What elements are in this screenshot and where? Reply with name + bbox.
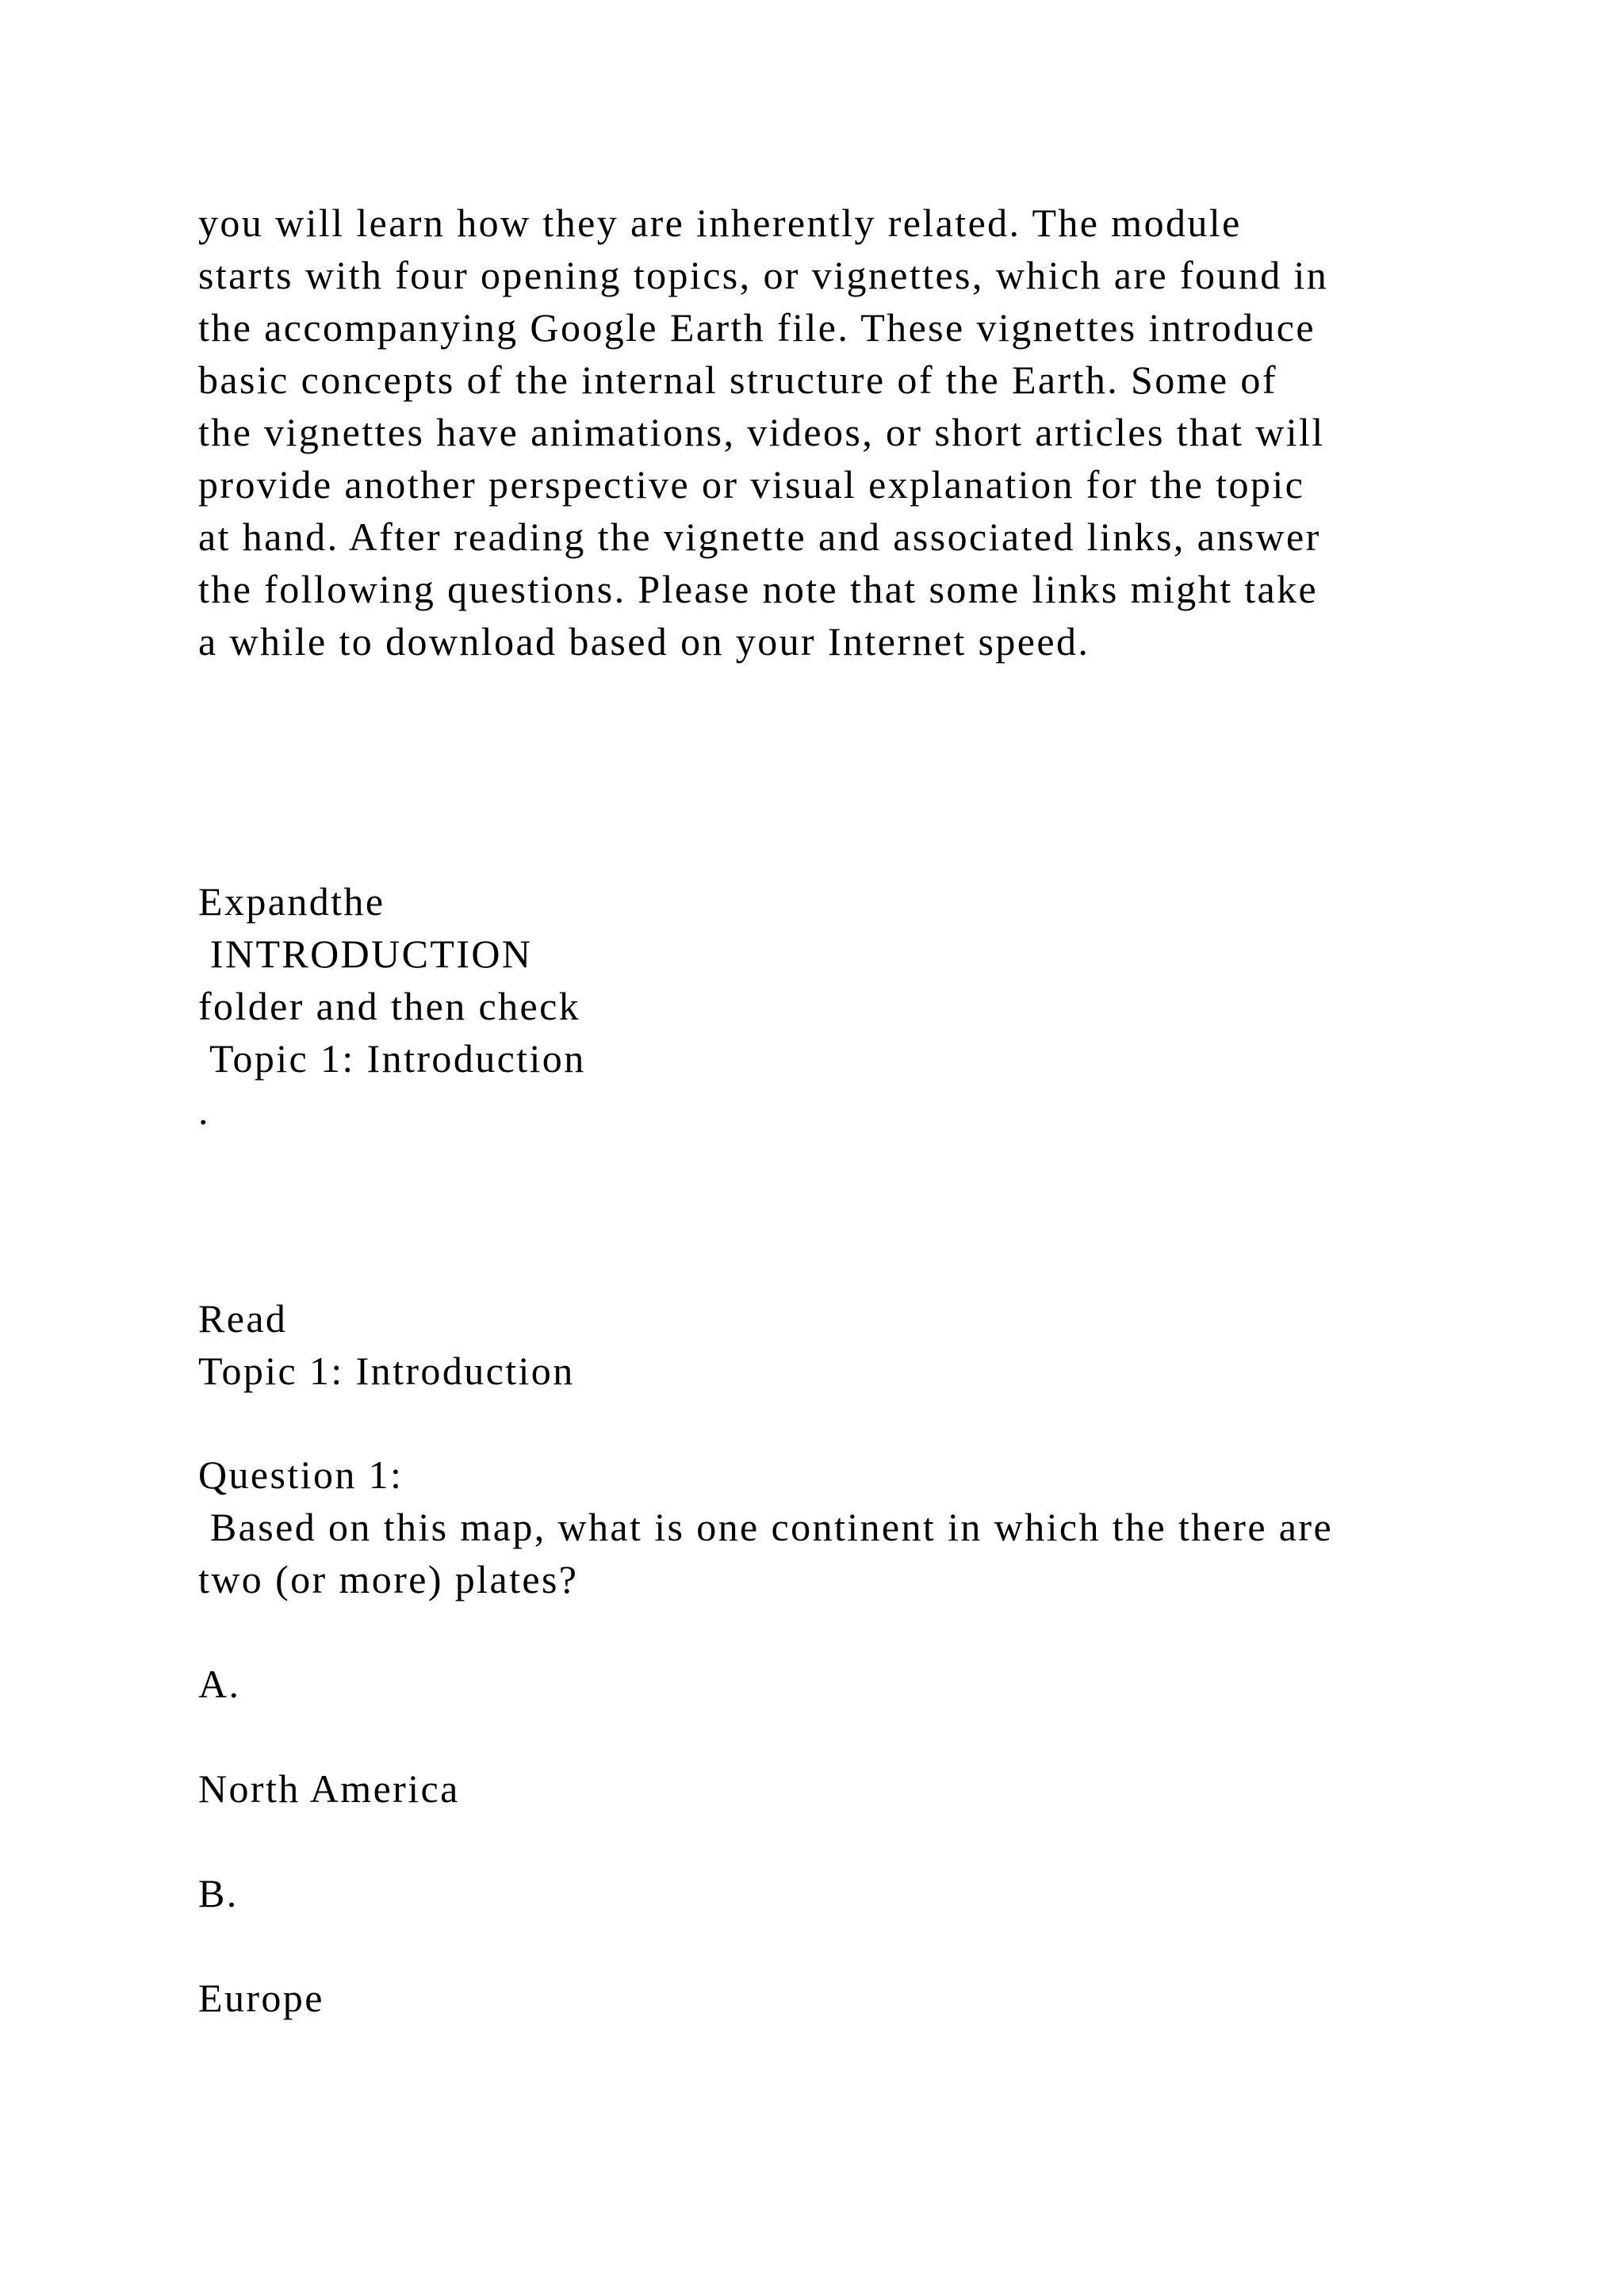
intro-paragraph-line: a while to download based on your Internet speed. bbox=[198, 619, 1090, 664]
instruction-read-line: Read bbox=[198, 1296, 288, 1341]
intro-paragraph-line: you will learn how they are inherently related. The module bbox=[198, 201, 1242, 245]
instruction-expand-line: INTRODUCTION bbox=[198, 932, 533, 976]
option-letter: B. bbox=[198, 1871, 239, 1915]
option-letter: A. bbox=[198, 1662, 241, 1706]
intro-paragraph-line: basic concepts of the internal structure of the Earth. Some of bbox=[198, 358, 1277, 402]
intro-paragraph-line: provide another perspective or visual explanation for the topic bbox=[198, 462, 1305, 507]
instruction-expand-line: Topic 1: Introduction bbox=[198, 1036, 586, 1081]
option-answer: North America bbox=[198, 1766, 460, 1811]
intro-paragraph-line: the accompanying Google Earth file. These vignettes introduce bbox=[198, 305, 1316, 350]
intro-paragraph-line: the following questions. Please note that some links might take bbox=[198, 567, 1319, 611]
instruction-expand-line: . bbox=[198, 1089, 210, 1133]
question-label: Question 1: bbox=[198, 1452, 404, 1497]
intro-paragraph-line: starts with four opening topics, or vignettes, which are found in bbox=[198, 253, 1329, 297]
intro-paragraph-line: the vignettes have animations, videos, or short articles that will bbox=[198, 410, 1325, 454]
question-text-line: two (or more) plates? bbox=[198, 1557, 579, 1601]
question-text-line: Based on this map, what is one continent in which the there are bbox=[198, 1505, 1334, 1549]
instruction-expand-line: Expandthe bbox=[198, 879, 385, 924]
instruction-read-line: Topic 1: Introduction bbox=[198, 1349, 575, 1393]
intro-paragraph-line: at hand. After reading the vignette and associated links, answer bbox=[198, 515, 1321, 559]
option-answer: Europe bbox=[198, 1976, 324, 2020]
instruction-expand-line: folder and then check bbox=[198, 984, 581, 1028]
